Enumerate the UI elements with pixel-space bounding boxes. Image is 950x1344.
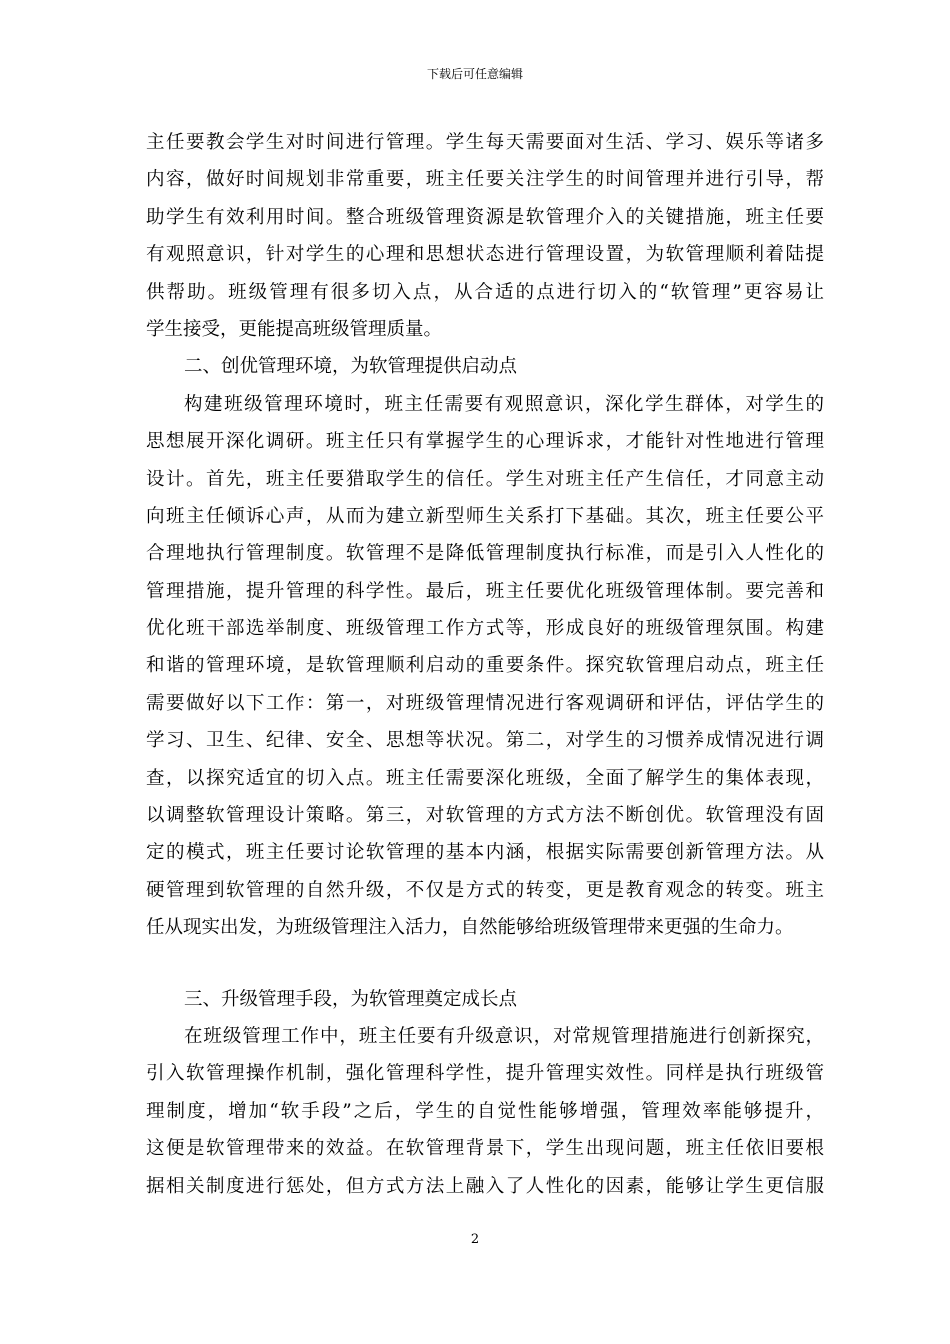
section-heading: 二、创优管理环境，为软管理提供启动点 [184,356,518,378]
text-line: 引入软管理操作机制，强化管理科学性，提升管理实效性。同样是执行班级管 [146,1063,824,1085]
text-line: 主任要教会学生对时间进行管理。学生每天需要面对生活、学习、娱乐等诸多 [146,132,824,153]
text-line: 在班级管理工作中，班主任要有升级意识，对常规管理措施进行创新探究， [184,1025,824,1047]
text-line: 需要做好以下工作：第一，对班级管理情况进行客观调研和评估，评估学生的 [146,692,824,714]
text-line: 内容，做好时间规划非常重要，班主任要关注学生的时间管理并进行引导，帮 [146,169,824,191]
text-line: 向班主任倾诉心声，从而为建立新型师生关系打下基础。其次，班主任要公平 [146,505,824,527]
section-heading: 三、升级管理手段，为软管理奠定成长点 [184,988,518,1010]
text-line: 以调整软管理设计策略。第三，对软管理的方式方法不断创优。软管理没有固 [146,805,824,827]
paragraph-gap [146,947,824,981]
text-line: 助学生有效利用时间。整合班级管理资源是软管理介入的关键措施，班主任要 [146,206,824,228]
text-line: 学习、卫生、纪律、安全、思想等状况。第二，对学生的习惯养成情况进行调 [146,730,824,752]
body-text [146,124,824,1205]
text-line: 设计。首先，班主任要猎取学生的信任。学生对班主任产生信任，才同意主动 [146,468,824,490]
text-line: 理制度，增加“软手段”之后，学生的自觉性能够增强，管理效率能够提升， [146,1100,824,1122]
text-line: 查，以探究适宜的切入点。班主任需要深化班级，全面了解学生的集体表现， [146,767,824,789]
text-line: 思想展开深化调研。班主任只有掌握学生的心理诉求，才能针对性地进行管理 [146,431,824,453]
text-line: 优化班干部选举制度、班级管理工作方式等，形成良好的班级管理氛围。构建 [146,618,824,640]
text-line: 这便是软管理带来的效益。在软管理背景下，学生出现问题，班主任依旧要根 [146,1138,824,1160]
text-line: 硬管理到软管理的自然升级，不仅是方式的转变，更是教育观念的转变。班主 [146,879,824,901]
text-line: 和谐的管理环境，是软管理顺利启动的重要条件。探究软管理启动点，班主任 [146,655,824,677]
text-line: 定的模式，班主任要讨论软管理的基本内涵，根据实际需要创新管理方法。从 [146,842,824,864]
page-header: 下载后可任意编辑 [426,67,523,81]
text-line: 据相关制度进行惩处，但方式方法上融入了人性化的因素，能够让学生更信服 [146,1175,824,1197]
text-line: 管理措施，提升管理的科学性。最后，班主任要优化班级管理体制。要完善和 [146,580,824,602]
text-line: 构建班级管理环境时，班主任需要有观照意识，深化学生群体，对学生的 [184,393,824,415]
text-line: 学生接受，更能提高班级管理质量。 [146,318,443,340]
text-line: 任从现实出发，为班级管理注入活力，自然能够给班级管理带来更强的生命力。 [146,917,794,939]
page-number: 2 [470,1232,480,1247]
text-line: 合理地执行管理制度。软管理不是降低管理制度执行标准，而是引入人性化的 [146,543,824,565]
text-line: 供帮助。班级管理有很多切入点，从合适的点进行切入的“软管理”更容易让 [146,281,824,303]
text-line: 有观照意识，针对学生的心理和思想状态进行管理设置，为软管理顺利着陆提 [146,244,824,266]
